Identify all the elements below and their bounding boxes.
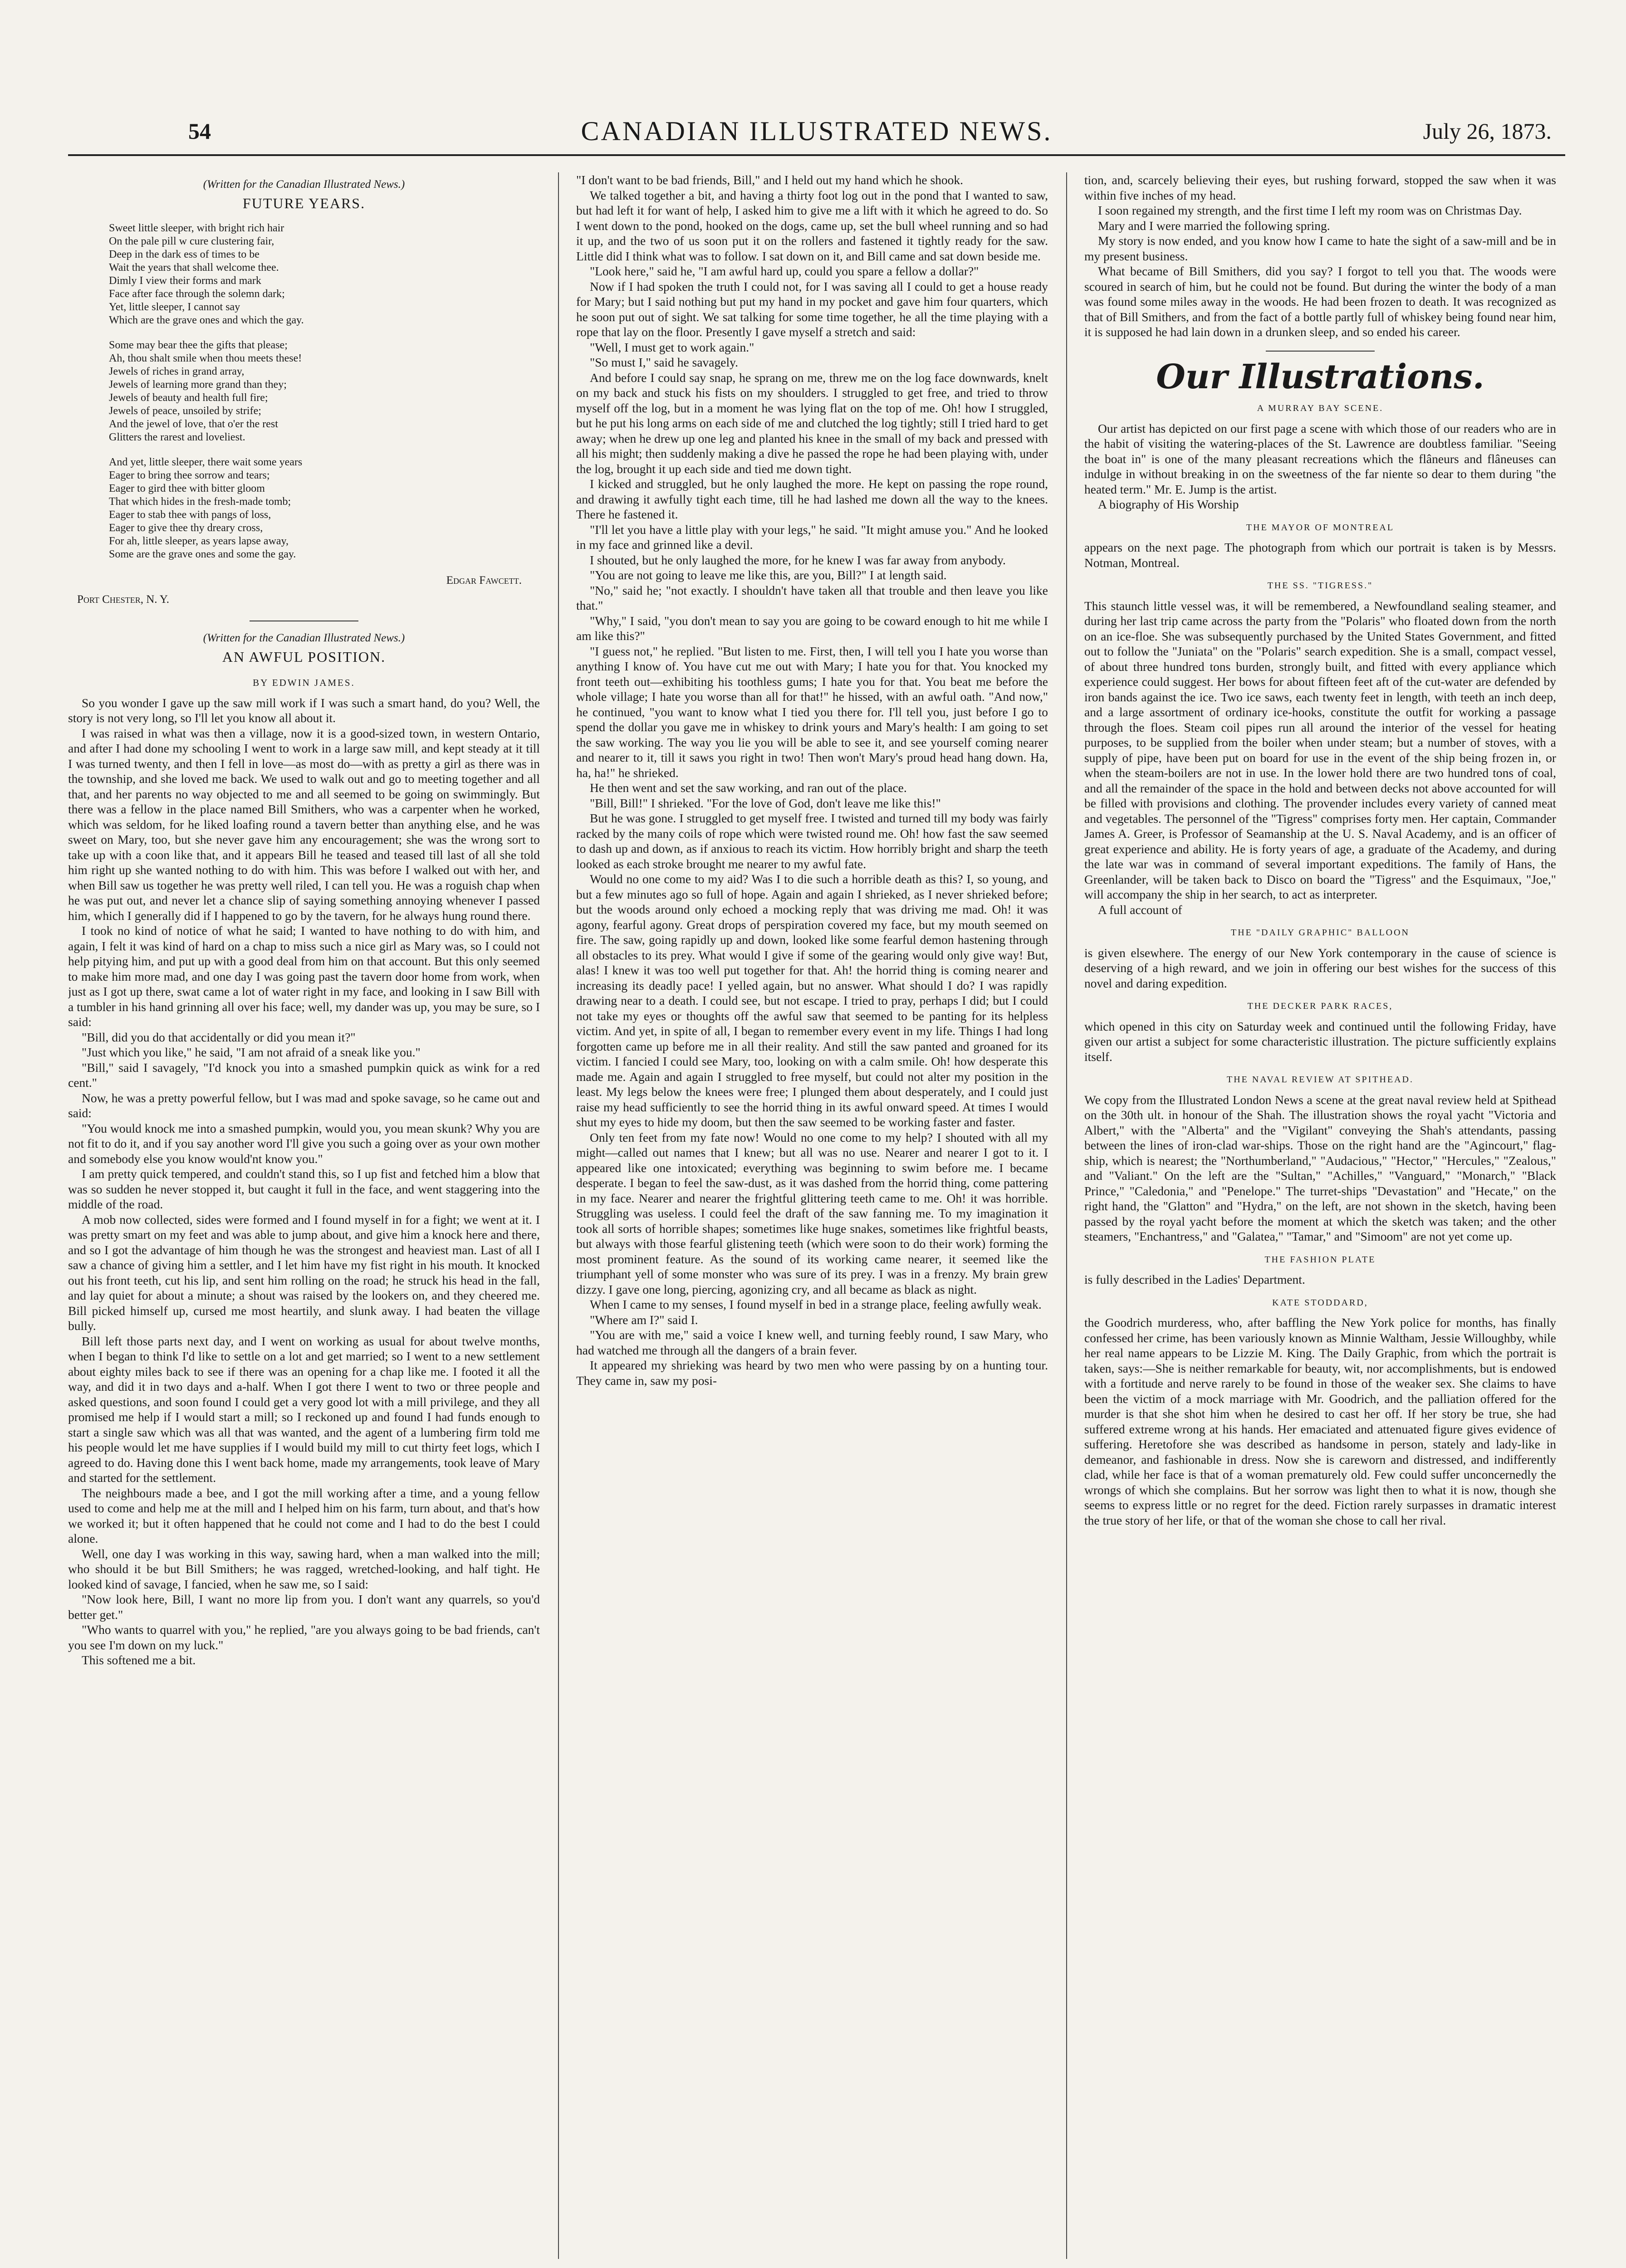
poem-line: Some may bear thee the gifts that please; (109, 339, 288, 351)
section-paragraph: the Goodrich murderess, who, after baffling the New York police for months, has finally confessed her crime, has been variously known as Minnie Waltham, Jessie Willoughby, while her real name appears to be Lizzie M. King. The Daily Graphic, from which the portrait is taken, says:—She is neither remarkable for beauty, wit, nor accomplishments, but is endowed with a fortitude and nerve rarely to be found in those of the weaker sex. She claims to have been the victim of a mock marriage with Mr. Goodrich, and the palliation offered for the murder is that she shot him when he desired to cast her off. If her story be true, she had suffered extreme wrong at his hands. Her emaciated and attenuated figure gives evidence of suffering. Heretofore she was described as handsome in person, stately and lady-like in demeanor, and fashionable in dress. Now she is careworn and distressed, and indifferently clad, while her face is that of a woman prematurely old. Few could suffer unconcernedly the wrongs of which she complains. But her sorrow was light then to what it is now, though she seems to express little or no regret for the deed. Fiction rarely surpasses in dramatic interest the true story of her life, or that of the woman she chose to call her rival. (1084, 1315, 1556, 1527)
poem-line: Wait the years that shall welcome thee. (109, 262, 279, 274)
illustrations-heading: Our Illustrations. (1156, 357, 1484, 396)
section-paragraph: is given elsewhere. The energy of our New York contemporary in the cause of science is deserving of a high reward, and we join in offering our best wishes for the success of this novel and daring expedition. (1084, 945, 1556, 990)
section-subheading: THE NAVAL REVIEW AT SPITHEAD. (1226, 1075, 1414, 1085)
poem-line: Some are the grave ones and some the gay. (109, 548, 296, 560)
column-rule (1066, 172, 1067, 2259)
story-paragraph: When I came to my senses, I found myself in bed in a strange place, feeling awfully weak. (590, 1297, 1042, 1311)
story-paragraph: But he was gone. I struggled to get myself free. I twisted and turned till my body was fairly racked by the many coils of rope which were twisted round me. Oh! how fast the saw seemed to dash up and down, as if anxious to reach its victim. How horribly bright and sharp the teeth looked as each stroke brought me nearer to my awful fate. (576, 811, 1048, 871)
story-paragraph: It appeared my shrieking was heard by two men who were passing by on a hunting tour. They came in, saw my posi- (576, 1358, 1048, 1388)
poem-line: That which hides in the fresh-made tomb; (109, 496, 291, 508)
poem-line: Jewels of beauty and health full fire; (109, 392, 268, 404)
story-paragraph: Only ten feet from my fate now! Would no one come to my help? I shouted with all my might—called out names that I knew; but all was no use. Nearer and nearer I got to it. I appeared like one intoxicated; everything was beginning to swim before me. I became desperate. I began to feel the saw-dust, as it was dashed from the horrid thing, come pattering in my face. Nearer and nearer the frightful glittering teeth came to me. Oh! it was horrible. Struggling was useless. I could feel the draft of the saw fanning me. To my imagination it took all sorts of horrible shapes; sometimes like huge snakes, sometimes like frightful beasts, but always with those fearful glistening teeth (which were soon to do their work) forming the most prominent feature. As the sound of its working came nearer, it seemed like the triumphant yell of some monster who was sure of its prey. I was in a frenzy. My brain grew dizzy. I gave one long, piercing, agonizing cry, and all became as black as night. (576, 1130, 1048, 1296)
story-paragraph: "Well, I must get to work again." (590, 340, 754, 354)
section-subheading: A MURRAY BAY SCENE. (1257, 403, 1384, 413)
story-paragraph: I was raised in what was then a village, now it is a good-sized town, in western Ontario, and after I had done my schooling I went to work in a large saw mill, and kept steady at it till I was turned twenty, and then I fell in love—as most do—with as pretty a girl as there was in the township, and she loved me back. We used to walk out and go to meeting together and all that, and her parents no way objected to me and all seemed to be going on swimmingly. But there was a fellow in the place named Bill Smithers, who was a carpenter when he worked, which was seldom, for he liked loafing round a tavern better than anything else, and he was sweet on Mary, too, but she never gave him any encouragement; she was the wrong sort to take up with a coon like that, and it appears Bill he teased and teased till last of all she told him right up she wanted nothing to do with him. This was before I walked out with her, and when Bill saw us together he was pretty well riled, I can tell you. He was a roguish chap when he was put out, and never let a chance slip of saying something annoying whenever I passed him, which I generally did if I happened to go by the tavern, for he always hung round there. (68, 726, 540, 923)
section-subheading: KATE STODDARD, (1272, 1297, 1368, 1308)
poem-note: (Written for the Canadian Illustrated News.) (203, 178, 405, 191)
story-paragraph: "I guess not," he replied. "But listen to me. First, then, I will tell you I hate you worse than anything I know of. You have cut me out with Mary; I hate you for that. You knocked my front teeth out—exhibiting his toothless gums; I hate you for that. You beat me before the whole village; I hate you worse than all for that!" he hissed, with an awful oath. "And now," he continued, "you want to know what I tied you there for. I'll tell you, just before I go to spend the dollar you gave me in whiskey to drink yours and Mary's health: I am going to set the saw working. The way you lie you will be able to see it, and see yourself coming nearer and nearer to it, till it saws you right in two! Then won't Mary's proud head hang down. Ha, ha, ha!" he shrieked. (576, 644, 1048, 780)
poem-line: Which are the grave ones and which the gay. (109, 314, 304, 326)
story-paragraph: He then went and set the saw working, and ran out of the place. (590, 781, 907, 795)
story-paragraph: "Bill, did you do that accidentally or did you mean it?" (82, 1030, 356, 1044)
poem-line: Yet, little sleeper, I cannot say (109, 301, 240, 313)
story-paragraph: I kicked and struggled, but he only laughed the more. He kept on passing the rope round, and drawing it awfully tight each time, till he had lashed me down all the way to the knees. There he fastened it. (576, 477, 1048, 521)
story-text-col3 (1084, 172, 1556, 340)
story-paragraph: "You would knock me into a smashed pumpkin, would you, you mean skunk? Why you are not fit to do it, and if you say another word I'll give you such a going over as your own mother and somebody else you know would'nt know you." (68, 1121, 540, 1166)
story-paragraph: Well, one day I was working in this way, sawing hard, when a man walked into the mill; who should it be but Bill Smithers; he was ragged, wretched-looking, and half tight. He looked kind of savage, I fancied, when he saw me, so I said: (68, 1546, 540, 1591)
poem-line: For ah, little sleeper, as years lapse away, (109, 535, 289, 547)
story-paragraph: The neighbours made a bee, and I got the mill working after a time, and a young fellow used to come and help me at the mill and I helped him on his farm, turn about, and that's how we worked it; but it often happened that he could not come and I had to do the best I could alone. (68, 1486, 540, 1545)
poem-line: Jewels of riches in grand array, (109, 366, 245, 377)
story-paragraph: "Bill, Bill!" I shrieked. "For the love of God, don't leave me like this!" (590, 796, 941, 810)
poem-signature: Edgar Fawcett. (446, 574, 522, 587)
story-paragraph: "So must I," said he savagely. (590, 355, 738, 369)
poem-line: Eager to gird thee with bitter gloom (109, 483, 265, 494)
page-header (68, 104, 1565, 156)
story-text-col2 (576, 172, 1048, 1388)
poem-line: And the jewel of love, that o'er the rest (109, 418, 278, 430)
poem-line: Eager to give thee thy dreary cross, (109, 522, 263, 534)
poem-line: Sweet little sleeper, with bright rich hair (109, 222, 284, 234)
poem-line: Dimly I view their forms and mark (109, 275, 261, 287)
poem-line: Glitters the rarest and loveliest. (109, 431, 245, 443)
section-subheading: THE DECKER PARK RACES, (1247, 1001, 1393, 1011)
illustrations-body (1084, 401, 1556, 1528)
column-1 (68, 172, 540, 2259)
poem-line: Face after face through the solemn dark; (109, 288, 285, 300)
story-paragraph: "Look here," said he, "I am awful hard up, could you spare a fellow a dollar?" (590, 264, 979, 278)
issue-date: July 26, 1873. (1423, 118, 1552, 144)
story-paragraph: tion, and, scarcely believing their eyes, but rushing forward, stopped the saw when it was within five inches of my head. (1084, 173, 1556, 202)
story-paragraph: "You are not going to leave me like this, are you, Bill?" I at length said. (590, 568, 947, 582)
column-3 (1084, 172, 1556, 2259)
poem-line: And yet, little sleeper, there wait some years (109, 456, 303, 468)
story-paragraph: My story is now ended, and you know how I came to hate the sight of a saw-mill and be in my present business. (1084, 234, 1556, 263)
poem-line: Ah, thou shalt smile when thou meets these! (109, 352, 302, 364)
section-paragraph: which opened in this city on Saturday week and continued until the following Friday, have given our artist a subject for some characteristic illustration. The picture sufficiently explains itself. (1084, 1019, 1556, 1064)
section-subheading: THE "DAILY GRAPHIC" BALLOON (1230, 928, 1410, 938)
story-paragraph: "Just which you like," he said, "I am not afraid of a sneak like you." (82, 1045, 421, 1059)
story-byline: BY EDWIN JAMES. (253, 677, 355, 688)
poem-line: Jewels of learning more grand than they; (109, 379, 287, 391)
story-paragraph: What became of Bill Smithers, did you say? I forgot to tell you that. The woods were scoured in search of him, but he could not be found. But during the winter the body of a man was found some miles away in the woods. He had been frozen to death. It was recognized as that of Bill Smithers, and from the fact of a bottle partly full of whiskey being found near him, it is supposed he had lain down in a drunken sleep, and so ended his career. (1084, 264, 1556, 339)
story-paragraph: So you wonder I gave up the saw mill work if I was such a smart hand, do you? Well, the story is not very long, so I'll let you know all about it. (68, 695, 540, 725)
story-paragraph: This softened me a bit. (82, 1653, 196, 1667)
story-paragraph: I took no kind of notice of what he said; I wanted to have nothing to do with him, and again, I felt it was kind of hard on a chap to miss such a nice girl as Mary was, so I could not help pitying him, and put up with a good deal from him on that account. But this only seemed to make him more mad, and one day I was going past the tavern door home from work, when just as I got up there, swat came a lot of water right in my face, and looking in I saw Bill with a tumbler in his hand grinning all over his face; well, my dander was up, you may be sure, so I said: (68, 924, 540, 1029)
poem-stanza (68, 339, 540, 444)
section-paragraph: appears on the next page. The photograph from which our portrait is taken is by Messrs. Notman, Montreal. (1084, 540, 1556, 570)
story-paragraph: "I'll let you have a little play with your legs," he said. "It might amuse you." And he looked in my face and grinned like a devil. (576, 522, 1048, 552)
story-paragraph: "Now look here, Bill, I want no more lip from you. I don't want any quarrels, so you'd better get." (68, 1592, 540, 1622)
story-paragraph: Mary and I were married the following spring. (1098, 218, 1330, 233)
section-subheading: THE SS. "TIGRESS." (1267, 581, 1373, 591)
story-title: AN AWFUL POSITION. (222, 648, 386, 665)
story-paragraph: I am pretty quick tempered, and couldn't stand this, so I up fist and fetched him a blow that was so sudden he never stopped it, but caught it full in the face, and went staggering into the middle of the road. (68, 1167, 540, 1211)
column-2 (576, 172, 1048, 2259)
section-paragraph: A biography of His Worship (1098, 497, 1239, 511)
poem-line: Eager to bring thee sorrow and tears; (109, 469, 270, 481)
section-paragraph: This staunch little vessel was, it will be remembered, a Newfoundland sealing steamer, and during her last trip came across the party from the "Polaris" who floated down from the north on an ice-floe. She was subsequently purchased by the United States Government, and fitted out to follow the "Juniata" on the "Polaris" search expedition. She is a small, compact vessel, of about three hundred tons burden, strongly built, and fitted with every appliance which experience could suggest. Her bows for about fifteen feet aft of the cut-water are defended by iron bands against the ice. Two ice saws, each twenty feet in length, with teeth an inch deep, and a large assortment of ordinary ice-hooks, constitute the outfit for working a passage through the floes. Steam coil pipes run all around the interior of the vessel for heating purposes, to be supplied from the boiler when under steam; but a number of stoves, with a supply of pipe, have been put on board for use in the event of the ship being frozen in, or when the steam-boilers are not in use. In the lower hold there are two hundred tons of coal, and all the remainder of the space in the hold and between decks not above accounted for will be filled with provisions and clothing. The provender includes every variety of canned meat and vegetables. The personnel of the "Tigress" comprises forty men. Her captain, Commander James A. Greer, is Professor of Seamanship at the U. S. Naval Academy, and is an officer of great experience and ability. He is forty years of age, a graduate of the Academy, and during the late war was in command of several important expeditions. The family of Hans, the Greenlander, will be taken back to Disco on board the "Tigress" and the Esquimaux, "Joe," will accompany the ship in her search, to act as interpreter. (1084, 598, 1556, 901)
poem-line: Deep in the dark ess of times to be (109, 249, 260, 260)
poem-line: Jewels of peace, unsoiled by strife; (109, 405, 261, 417)
poem-line: Eager to stab thee with pangs of loss, (109, 509, 271, 521)
section-paragraph: A full account of (1098, 902, 1182, 917)
story-paragraph: I soon regained my strength, and the first time I left my room was on Christmas Day. (1098, 203, 1522, 217)
story-paragraph: Now, he was a pretty powerful fellow, but I was mad and spoke savage, so he came out and said: (68, 1090, 540, 1120)
story-paragraph: And before I could say snap, he sprang on me, threw me on the log face downwards, knelt on my back and stuck his fists on my shoulders. I struggled to get free, and tried to throw myself off the log, but in a moment he was lying flat on the top of me. Oh! how I struggled, but he put his long arms on each side of me and clutched the log tightly; still I tried hard to get away; when he drew up one leg and planted his knee in the small of my back and pressed with all his might; then suddenly making a dive he passed the rope he had been playing with, under the log, brought it up each side and tied me down tight. (576, 370, 1048, 476)
story-paragraph: "Where am I?" said I. (590, 1312, 698, 1327)
masthead: CANADIAN ILLUSTRATED NEWS. (581, 116, 1053, 146)
section-paragraph: We copy from the Illustrated London News a scene at the great naval review held at Spithead on the 30th ult. in honour of the Shah. The illustration shows the royal yacht "Victoria and Albert," with the "Alberta" and the "Vigilant" conveying the Shah's attendants, passing between the lines of iron-clad war-ships. Those on the right hand are the "Agincourt," flag-ship, which is nearest; the "Northumberland," "Audacious," "Hector," "Hercules," "Zealous," and "Valiant." On the left are the "Sultan," "Achilles," "Vanguard," "Monarch," "Black Prince," "Caledonia," and "Penelope." The turret-ships "Devastation" and "Hecate," on the right hand, the "Glatton" and "Hydra," on the left, are not shown in the sketch, having been passed by the royal yacht before the moment at which the sketch was taken; and the other steamers, "Enchantress," and "Galatea," "Tamar," and "Simoom" are not yet come up. (1084, 1092, 1556, 1243)
newspaper-page (68, 104, 1565, 2263)
page-number: 54 (188, 118, 211, 144)
story-paragraph: "I don't want to be bad friends, Bill," and I held out my hand which he shook. (576, 173, 964, 187)
story-paragraph: "Why," I said, "you don't mean to say you are going to be coward enough to hit me while I am like this?" (576, 613, 1048, 643)
story-paragraph: "Bill," said I savagely, "I'd knock you into a smashed pumpkin quick as wink for a red cent." (68, 1060, 540, 1090)
story-paragraph: Now if I had spoken the truth I could not, for I was saving all I could to get a house ready for Mary; but I said nothing but put my hand in my pocket and gave him four quarters, which he soon put out of sight. We sat talking for some time together, he all the time playing with a rope that lay on the floor. Presently I gave myself a stretch and said: (576, 279, 1048, 339)
story-paragraph: We talked together a bit, and having a thirty foot log out in the pond that I wanted to saw, but had left it for want of help, I asked him to give me a lift with it which he agreed to do. So I went down to the pond, hooked on the dogs, came up, set the bull wheel running and so had it up, and the two of us soon put it on the rollers and fastened it tightly ready for the saw. Little did I think what was to follow. I sat down on it, and Bill came and sat down beside me. (576, 188, 1048, 263)
poem-body (68, 222, 540, 561)
poem-stanza (68, 456, 540, 561)
section-paragraph: Our artist has depicted on our first page a scene with which those of our readers who are in the habit of visiting the watering-places of the St. Lawrence are doubtless familiar. "Seeing the boat in" is one of the many pleasant recreations which the flâneurs and flâneuses can indulge in without breaking in on the sweetness of the far niente so dear to them during "the heated term." Mr. E. Jump is the artist. (1084, 421, 1556, 496)
poem-place: Port Chester, N. Y. (77, 593, 169, 606)
poem-line: On the pale pill w cure clustering fair, (109, 235, 274, 247)
story-text-col1 (68, 695, 540, 1668)
column-rule (558, 172, 559, 2259)
poem-title: FUTURE YEARS. (242, 195, 366, 211)
story-paragraph: "You are with me," said a voice I knew well, and turning feebly round, I saw Mary, who had watched me through all the dangers of a brain fever. (576, 1328, 1048, 1357)
section-paragraph: is fully described in the Ladies' Department. (1084, 1272, 1305, 1286)
divider (1266, 351, 1375, 352)
story-paragraph: Would no one come to my aid? Was I to die such a horrible death as this? I, so young, and but a few minutes ago so full of hope. Again and again I shrieked, as I never shrieked before; but the woods around only echoed a mocking reply that was driving me mad. Oh! it was agony, fearful agony. Great drops of perspiration covered my face, but my mouth seemed on fire. The saw, going rapidly up and down, looked like some fearful demon hastening through all obstacles to its prey. What would I give if some of the gearing would only give way! But, alas! I knew it was too well put together for that. Ah! the horrid thing is coming nearer and increasing its deadly pace! I yelled again, but no answer. What should I do? I was rapidly drawing near to a death. I could see, but not escape. I tried to pray, perhaps I did; but I could not take my eyes or thoughts off the awful saw that seemed to be panting for its helpless victim. And yet, in spite of all, I began to remember every event in my life. Things I had long forgotten came up before me in all their reality. And still the saw panted and groaned for its victim. I fancied I could see Mary, too, looking on with a calm smile. Oh! how desperate this made me. Again and again I struggled to free myself, but could not alter my position in the least. My legs below the knees were free; I plunged them about desperately, and I could just raise my head sufficiently to see the horrid thing in its awful onward speed. At times I would shut my eyes to hide my doom, but then the saw seemed to be working faster and faster. (576, 872, 1048, 1129)
poem-stanza (68, 222, 540, 327)
section-subheading: THE FASHION PLATE (1264, 1254, 1376, 1265)
story-paragraph: A mob now collected, sides were formed and I found myself in for a fight; we went at it. I was pretty smart on my feet and was able to jump about, and give him a knock here and there, and so I got the advantage of him though he was the strongest and heaviest man. Last of all I saw a chance of giving him a settler, and I let him have my fist right in his mouth. It knocked out his front teeth, cut his lip, and sent him rolling on the road; he struck his head in the fall, and lay quiet for about a minute; a shout was raised by the lookers on, and they cheered me. Bill picked himself up, cursed me most heartily, and slunk away. I had beaten the village bully. (68, 1212, 540, 1333)
section-subheading: THE MAYOR OF MONTREAL (1246, 522, 1395, 533)
story-note: (Written for the Canadian Illustrated News.) (203, 632, 405, 644)
story-paragraph: Bill left those parts next day, and I went on working as usual for about twelve months, when I began to think I'd like to settle on a lot and get married; so I went to a new settlement about eighty miles back to see if there was an opening for a chap like me. I footed it all the way, and did it in two days and a-half. When I got there I went to two or three people and asked questions, and soon found I could get a very good lot with a mill privilege, and they all promised me help if I would start a mill; so I reckoned up and found I had funds enough to start a single saw which was all that was wanted, and the agent of a lumbering firm told me his people would let me have supplies if I would build my mill to cut thirty feet logs, which I agreed to do. Having done this I went back home, made my arrangements, took leave of Mary and started for the settlement. (68, 1334, 540, 1485)
story-paragraph: I shouted, but he only laughed the more, for he knew I was far away from anybody. (590, 552, 1006, 567)
story-paragraph: "Who wants to quarrel with you," he replied, "are you always going to be bad friends, can't you see I'm down on my luck." (68, 1623, 540, 1652)
story-paragraph: "No," said he; "not exactly. I shouldn't have taken all that trouble and then leave you like that." (576, 583, 1048, 612)
